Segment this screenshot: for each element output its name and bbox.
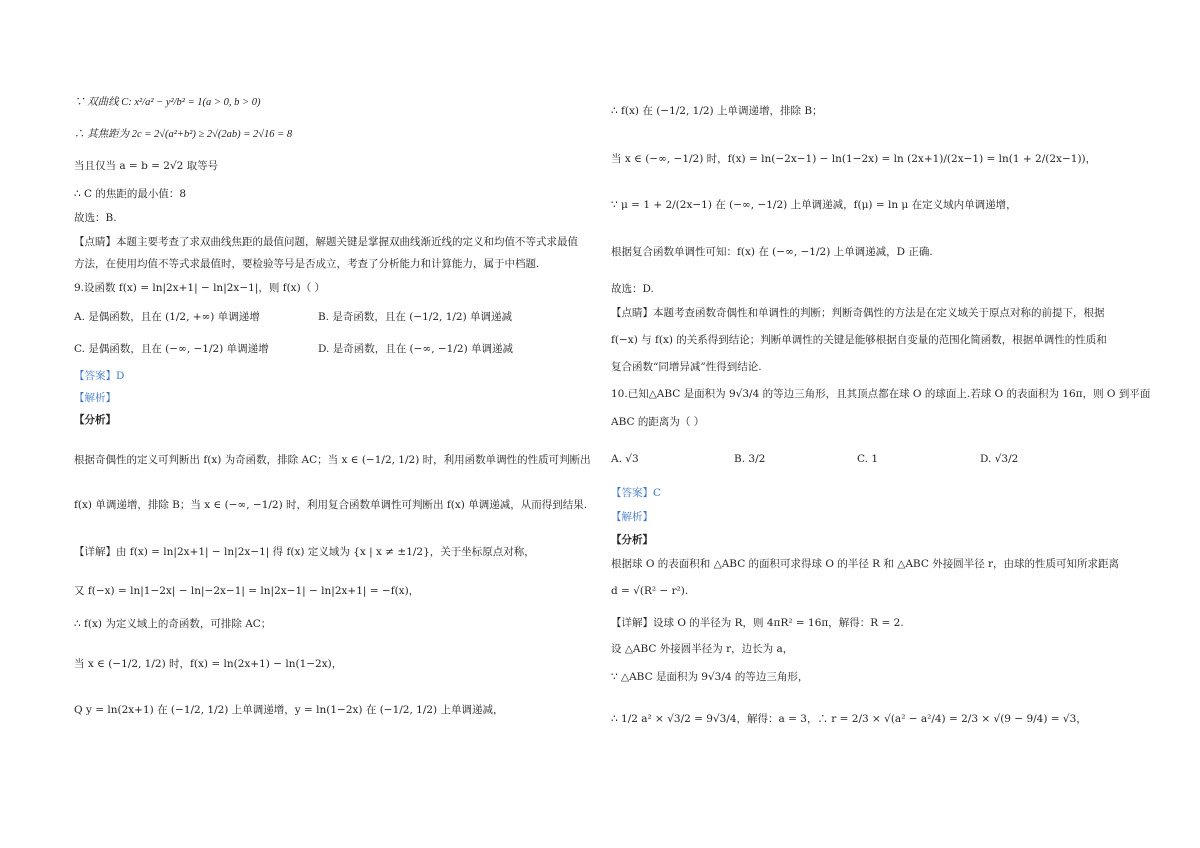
q10-fenxi-label: 【分析】 [611,534,653,546]
question-9: 9.设函数 f(x) = ln|2x+1| − ln|2x−1|，则 f(x)（ ） [74,282,326,294]
q10-analysis-2: d = √(R² − r²). [611,585,689,597]
line-comment-1: 【点睛】本题主要考查了求双曲线焦距的最值问题，解题关键是掌握双曲线渐近线的定义和均值不等式求最值 [74,236,578,248]
q9-analysis-1: 根据奇偶性的定义可判断出 f(x) 为奇函数，排除 AC；当 x ∈ (−1/2, 1/2) 时，利用函数单调性的性质可判断出 [74,454,591,466]
q9-option-a: A. 是偶函数，且在 (1/2, +∞) 单调递增 [74,311,260,323]
q10-detail-4: ∴ 1/2 a² × √3/2 = 9√3/4，解得：a = 3，∴ r = 2/3 × √(a² − a²/4) = 2/3 × √(9 − 9/4) = √3， [611,713,1087,725]
r-line-case: 当 x ∈ (−∞, −1/2) 时，f(x) = ln(−2x−1) − ln(1−2x) = ln (2x+1)/(2x−1) = ln(1 + 2/(2x−1))， [611,153,1097,165]
r-line-composite: 根据复合函数单调性可知：f(x) 在 (−∞, −1/2) 上单调递减，D 正确. [611,246,933,258]
r-line-choose-d: 故选：D. [611,283,654,295]
q10-option-a: A. √3 [611,453,639,465]
line-min-value: ∴ C 的焦距的最小值：8 [74,188,187,200]
q9-jiexi-label: 【解析】 [74,392,116,404]
q10-detail-1: 【详解】设球 O 的半径为 R，则 4πR² = 16π，解得：R = 2. [611,617,904,629]
line-focal-distance: ∴ 其焦距为 2c = 2√(a²+b²) ≥ 2√(2ab) = 2√16 = 8 [74,129,293,140]
q10-analysis-1: 根据球 O 的表面积和 △ABC 的面积可求得球 O 的半径 R 和 △ABC 外接圆半径 r，由球的性质可知所求距离 [611,558,1120,570]
q9-option-b: B. 是奇函数，且在 (−1/2, 1/2) 单调递减 [318,311,513,323]
line-choose-b: 故选：B. [74,212,117,224]
r-line-increasing: ∴ f(x) 在 (−1/2, 1/2) 上单调递增，排除 B； [611,105,823,117]
line-comment-2: 方法，在使用均值不等式求最值时，要检验等号是否成立，考查了分析能力和计算能力，属于中档题. [74,258,540,270]
q10-jiexi-label: 【解析】 [611,511,653,523]
line-hyperbola-def: ∵ 双曲线 C: x²/a² − y²/b² = 1(a > 0, b > 0) [74,97,261,108]
q9-option-d: D. 是奇函数，且在 (−∞, −1/2) 单调递减 [318,343,514,355]
r-comment-3: 复合函数“同增异减”性得到结论. [611,361,762,373]
r-comment-2: f(−x) 与 f(x) 的关系得到结论；判断单调性的关键是能够根据自变量的范围化简函数，根据单调性的性质和 [611,334,1107,346]
q10-option-b: B. 3/2 [734,453,766,465]
q10-answer: 【答案】C [611,487,662,499]
q10-detail-2: 设 △ABC 外接圆半径为 r，边长为 a， [611,643,794,655]
q9-answer: 【答案】D [74,370,125,382]
q9-detail-3: ∴ f(x) 为定义域上的奇函数，可排除 AC； [74,618,272,630]
question-10: 10.已知△ABC 是面积为 9√3/4 的等边三角形，且其顶点都在球 O 的球面上.若球 O 的表面积为 16π，则 O 到平面 [611,388,1151,400]
q9-fenxi-label: 【分析】 [74,414,116,426]
q9-detail-5: Q y = ln(2x+1) 在 (−1/2, 1/2) 上单调递增，y = ln(1−2x) 在 (−1/2, 1/2) 上单调递减， [74,704,504,716]
q10-option-d: D. √3/2 [980,453,1019,465]
question-10-cont: ABC 的距离为（ ） [611,416,705,428]
line-equality-condition: 当且仅当 a = b = 2√2 取等号 [74,160,219,172]
q10-detail-3: ∵ △ABC 是面积为 9√3/4 的等边三角形， [611,671,809,683]
q9-detail-4: 当 x ∈ (−1/2, 1/2) 时，f(x) = ln(2x+1) − ln(1−2x)， [74,658,343,670]
q9-analysis-2: f(x) 单调递增，排除 B；当 x ∈ (−∞, −1/2) 时，利用复合函数单调性可判断出 f(x) 单调递减，从而得到结果. [74,499,588,511]
q9-option-c: C. 是偶函数，且在 (−∞, −1/2) 单调递增 [74,343,269,355]
q9-detail-1: 【详解】由 f(x) = ln|2x+1| − ln|2x−1| 得 f(x) 定义域为 {x | x ≠ ±1/2}，关于坐标原点对称， [74,546,535,558]
r-comment-1: 【点睛】本题考查函数奇偶性和单调性的判断；判断奇偶性的方法是在定义域关于原点对称的前提下，根据 [611,307,1105,319]
r-line-mu: ∵ μ = 1 + 2/(2x−1) 在 (−∞, −1/2) 上单调递减，f(μ) = ln μ 在定义域内单调递增， [611,199,1017,211]
q10-option-c: C. 1 [857,453,879,465]
q9-detail-2: 又 f(−x) = ln|1−2x| − ln|−2x−1| = ln|2x−1| − ln|2x+1| = −f(x)， [74,585,420,597]
